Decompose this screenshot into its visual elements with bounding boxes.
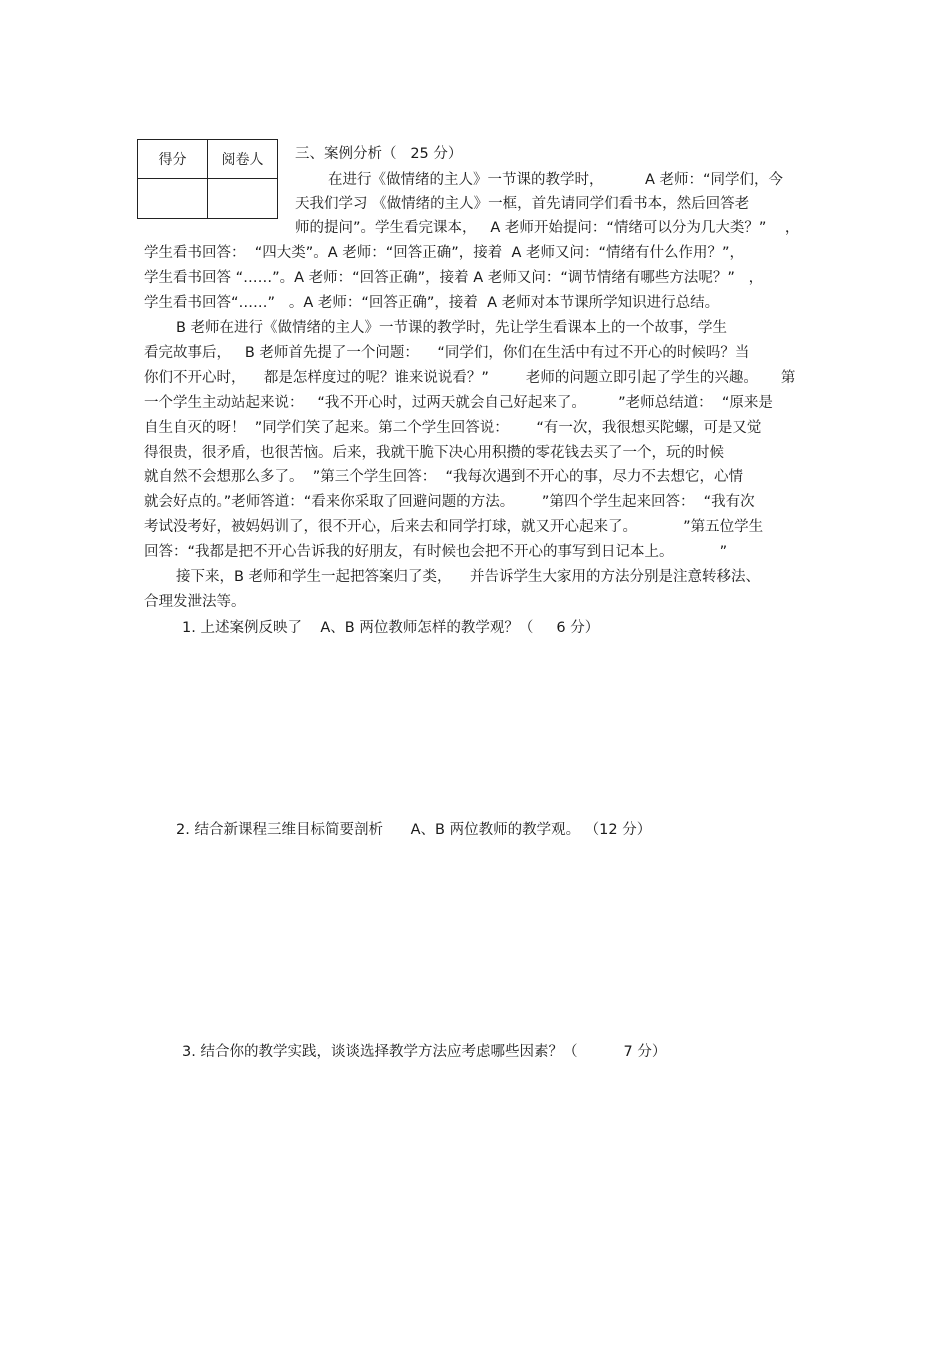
case-line: 合理发泄法等。 bbox=[144, 594, 246, 610]
case-line: 就自然不会想那么多了。 ”第三个学生回答： “我每次遇到不开心的事，尽力不去想它，心情 bbox=[144, 469, 743, 485]
question-1: 1. 上述案例反映了 A、B 两位教师怎样的教学观？（ 6 分） bbox=[182, 620, 600, 636]
case-line: 天我们学习 《做情绪的主人》一框，首先请同学们看书本，然后回答老 bbox=[295, 196, 750, 212]
question-3: 3. 结合你的教学实践，谈谈选择教学方法应考虑哪些因素？（ 7 分） bbox=[182, 1044, 667, 1060]
case-line: 在进行《做情绪的主人》一节课的教学时， A 老师：“同学们，今 bbox=[328, 172, 784, 188]
question-2: 2. 结合新课程三维目标简要剖析 A、B 两位教师的教学观。 （12 分） bbox=[176, 822, 652, 838]
case-line: 接下来，B 老师和学生一起把答案归了类， 并告诉学生大家用的方法分别是注意转移法、 bbox=[176, 569, 760, 585]
case-line: 考试没考好，被妈妈训了，很不开心，后来去和同学打球，就又开心起来了。 ”第五位学生 bbox=[144, 519, 764, 535]
case-line: B 老师在进行《做情绪的主人》一节课的教学时，先让学生看课本上的一个故事，学生 bbox=[176, 320, 728, 336]
section-heading: 三、案例分析（ 25 分） bbox=[295, 146, 463, 162]
case-line: 学生看书回答“……” 。A 老师：“回答正确”，接着 A 老师对本节课所学知识进行总结。 bbox=[144, 295, 720, 311]
reviewer-cell[interactable] bbox=[208, 179, 278, 219]
reviewer-header: 阅卷人 bbox=[208, 140, 278, 179]
score-cell[interactable] bbox=[138, 179, 208, 219]
case-line: 自生自灭的呀！ ”同学们笑了起来。第二个学生回答说： “有一次，我很想买陀螺，可是又觉 bbox=[144, 420, 762, 436]
case-line: 你们不开心时， 都是怎样度过的呢？谁来说说看？” 老师的问题立即引起了学生的兴趣。 第 bbox=[144, 370, 796, 386]
case-line: 学生看书回答 “……”。A 老师：“回答正确”，接着 A 老师又问：“调节情绪有哪些方法呢？” ， bbox=[144, 270, 764, 286]
case-line: 学生看书回答： “四大类”。A 老师：“回答正确”，接着 A 老师又问：“情绪有什么作用？”， bbox=[144, 245, 745, 261]
case-line: 回答：“我都是把不开心告诉我的好朋友，有时候也会把不开心的事写到日记本上。 ” bbox=[144, 544, 728, 560]
case-line: 一个学生主动站起来说： “我不开心时，过两天就会自己好起来了。 ”老师总结道： “原来是 bbox=[144, 395, 773, 411]
case-line: 得很贵，很矛盾，也很苦恼。后来，我就干脆下决心用积攒的零花钱去买了一个，玩的时候 bbox=[144, 445, 724, 461]
case-line: 看完故事后， B 老师首先提了一个问题： “同学们，你们在生活中有过不开心的时候吗？当 bbox=[144, 345, 750, 361]
score-table bbox=[137, 139, 278, 219]
score-header: 得分 bbox=[138, 140, 208, 179]
case-line: 师的提问”。学生看完课本， A 老师开始提问：“情绪可以分为几大类？” ， bbox=[295, 220, 800, 236]
case-line: 就会好点的。”老师答道：“看来你采取了回避问题的方法。 ”第四个学生起来回答： “我有次 bbox=[144, 494, 755, 510]
